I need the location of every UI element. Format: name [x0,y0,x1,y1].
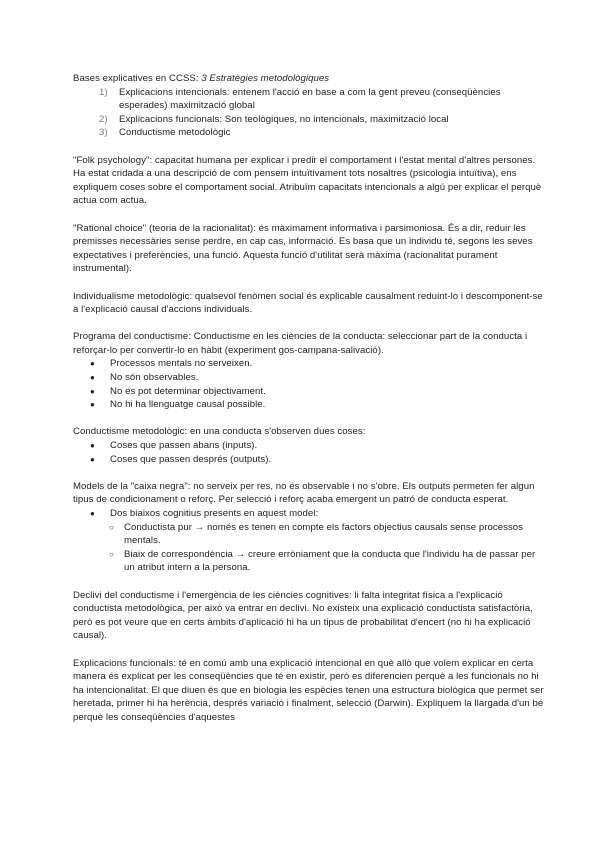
biaixos-sublist [73,521,544,575]
bullet-icon: ● [90,359,95,369]
bullet-icon: ● [90,373,95,383]
list-item [99,126,544,140]
list-item [90,385,544,399]
heading-prefix: Bases explicatives en CCSS: [73,73,202,84]
list-item [109,548,544,575]
bullet-icon: ● [90,386,95,396]
hollow-bullet-icon: ○ [109,549,114,559]
funcionals-paragraph: Explicacions funcionals: té en comú amb una explicació intencional en què allò que volem explicar en certa manera és explicat per les conseqüències que té en existir, però es diferencien perquè a les funcionals no hi ha intencionalitat. El que diuen és que en biologia les espècies tenen una estructura biològica que permet ser heretada, primer hi ha herència, després variació i finalment, selecció (Darwin). Expliquem la llargada d'un bé perquè les conseqüències d'aquestes [73,657,544,723]
list-item-text: Explicacions funcionals: Son teològiques, no intencionals, maximització local [119,113,449,125]
list-item [90,357,544,371]
hollow-bullet-icon: ○ [109,522,114,532]
programa-bullets [73,357,544,411]
sub-bullet-text: Conductista pur → només es tenen en compte els factors objectius causals sense processos mentals. [124,521,524,547]
list-number: 2) [99,113,108,125]
list-item-text: Conductisme metodològic [119,127,231,139]
bullet-text: No es pot determinar objectivament. [110,385,266,397]
caixa-negra-bullets [73,507,544,521]
list-item [90,371,544,385]
declivi-paragraph: Declivi del conductisme i l'emergència de les ciències cognitives: li falta integritat física a l'explicació conductista metodològica, per això va entrar en declivi. No existeix una explicació conductista satisfactòria, però es pot veure que en certs àmbits d'aplicació hi ha un tipus de probabilitat d'encert (no hi ha explicació causal). [73,589,533,642]
rational-choice-paragraph: "Rational choice" (teoria de la racionalitat): és màximament informativa i parsimoniosa. És a dir, reduir les premisses necessàries sense perdre, en cap cas, informació. Es basa que un individu té, segons les seves expectatives i preferències, una funció. Aquesta funció d'utilitat serà màxima (racionalitat purament instrumental). [73,222,533,275]
folk-psychology-paragraph: "Folk psychology": capacitat humana per explicar i predir el comportament i l'estat mental d'altres persones. Ha estat cridada a una descripció de com pensem intuïtivament tots nosaltres (psicologia intuïtiva), ens expliquem coses sobre el comportament social. Atribuïm capacitats intencionals a algú per explicar el perquè actua com actua. [73,154,542,207]
caixa-negra-paragraph: Models de la "caixa negra": no serveix per res, no és observable i no s'obre. Els outputs permeten fer algun tipus de condicionament o reforç. Per selecció i reforç acaba emergent un patró de conducta esperat. [73,480,535,506]
bullet-text: Processos mentals no serveixen. [110,358,253,370]
bullet-icon: ● [90,441,95,451]
list-number: 3) [99,127,108,139]
section-heading [73,72,544,86]
list-item [99,86,544,113]
sub-bullet-text: Biaix de correspondència → creure erròniament que la conducta que l'individu ha de passar per un atribut intern a la persona. [124,548,536,574]
list-item-text: Explicacions intencionals: entenem l'acció en base a com la gent preveu (conseqüències esperades) maximització global [119,86,501,112]
strategies-list [73,86,544,140]
heading-italic: 3 Estratègies metodològiques [201,73,330,84]
individualisme-paragraph: Individualisme metodològic: qualsevol fenòmen social és explicable causalment reduint-lo i descomponent-se a l'explicació causal d'accions individuals. [73,290,543,316]
bullet-text: Coses que passen després (outputs). [110,453,272,465]
bullet-icon: ● [90,400,95,410]
list-item [90,439,544,453]
conductisme-bullets [73,439,544,466]
list-item [99,113,544,127]
list-item [90,453,544,467]
bullet-text: No hi ha llenguatge causal possible. [110,399,266,411]
programa-paragraph: Programa del conductisme: Conductisme en les ciències de la conducta: seleccionar part de la conducta i reforçar-lo per convertir-lo en hàbit (experiment gos-campana-salivació). [73,331,528,356]
bullet-text: Coses que passen abans (inputs). [110,440,258,452]
list-item [90,398,544,412]
list-item [109,521,544,548]
bullet-icon: ● [90,509,95,518]
bullet-icon: ● [90,454,95,464]
list-item [90,507,544,521]
conductisme-metodologic-paragraph: Conductisme metodològic: en una conducta s'observen dues coses: [73,426,366,438]
list-number: 1) [99,86,108,98]
bullet-text: Dos biaixos cognitius presents en aquest model: [110,508,319,519]
bullet-text: No són observables. [110,372,199,384]
